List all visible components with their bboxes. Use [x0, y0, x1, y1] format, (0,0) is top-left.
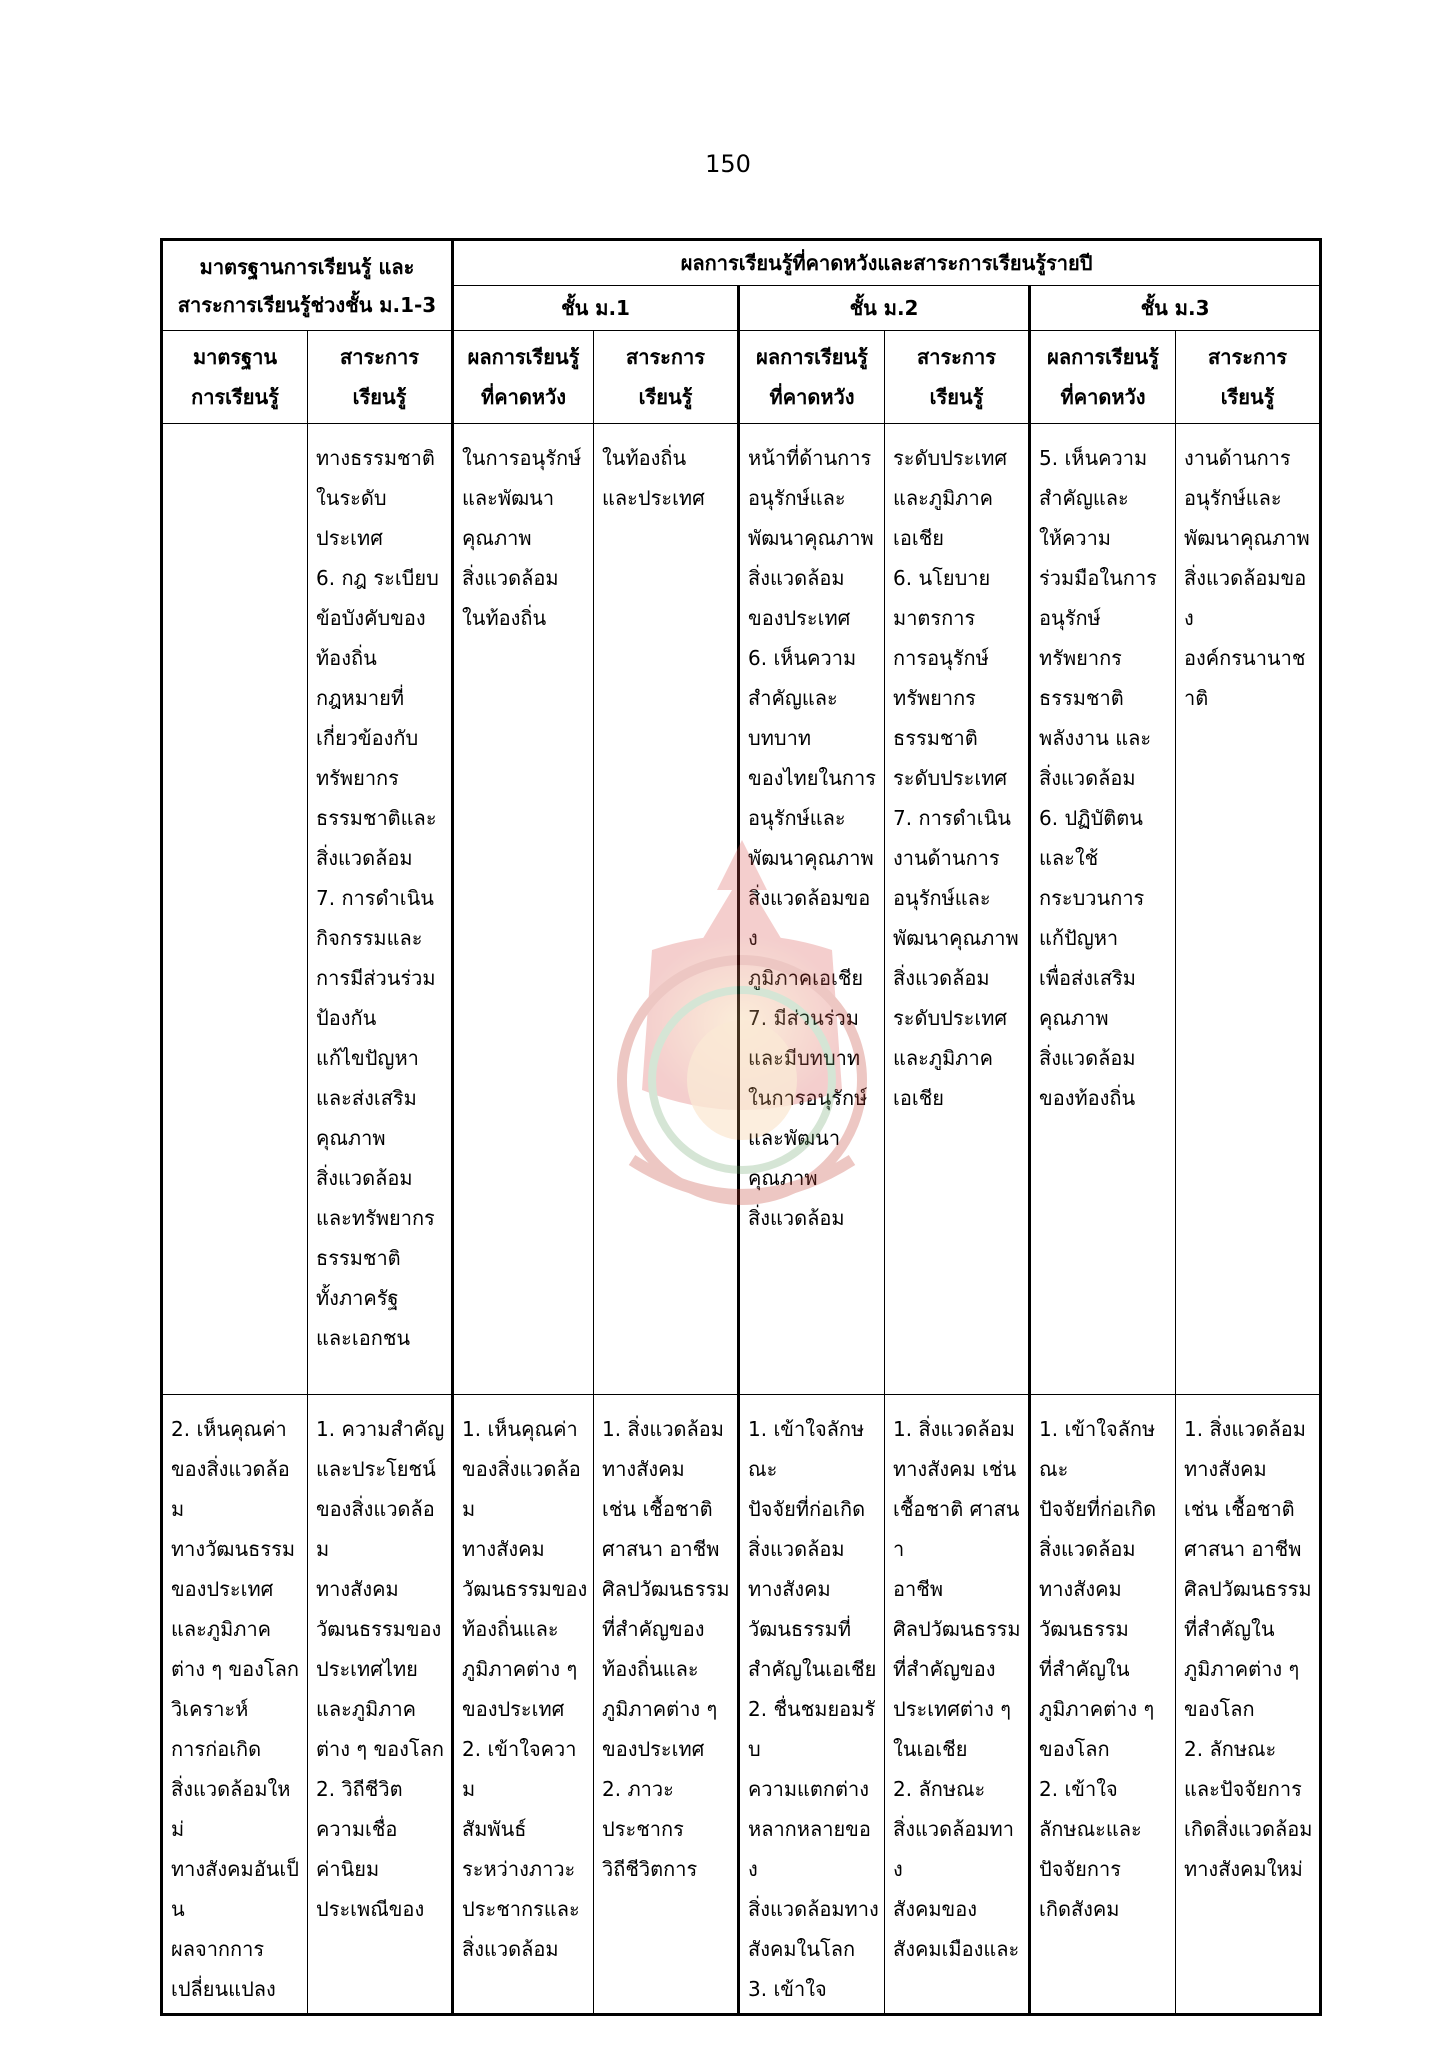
column-header: ผลการเรียนรู้ ที่คาดหวัง [739, 331, 885, 424]
table-cell: 5. เห็นความ สำคัญและ ให้ความ ร่วมมือในการ อนุรักษ์ ทรัพยากร ธรรมชาติ พลังงาน และ สิ่งแวดล้อม 6. ปฏิบัติตน และใช้ กระบวนการ แก้ปัญหา เพื่อส่งเสริม คุณภาพ สิ่งแวดล้อม ของท้องถิ่น [1030, 424, 1176, 1395]
table-cell: 1. สิ่งแวดล้อม ทางสังคม เช่น เชื้อชาติ ศาสนา อาชีพ ศิลปวัฒนธรรม ที่สำคัญของ ประเทศต่าง ๆ ในเอเชีย 2. ลักษณะ สิ่งแวดล้อมทาง สังคมของ สังคมเมืองและ [885, 1395, 1030, 2015]
page-number: 150 [705, 150, 751, 178]
table-cell: 1. ความสำคัญ และประโยชน์ ของสิ่งแวดล้อม ทางสังคม วัฒนธรรมของ ประเทศไทย และภูมิภาค ต่าง ๆ ของโลก 2. วิถีชีวิต ความเชื่อ ค่านิยม ประเพณีของ [308, 1395, 453, 2015]
table-cell: หน้าที่ด้านการ อนุรักษ์และ พัฒนาคุณภาพ สิ่งแวดล้อม ของประเทศ 6. เห็นความ สำคัญและ บทบาท ของไทยในการ อนุรักษ์และ พัฒนาคุณภาพ สิ่งแวดล้อมของ ภูมิภาคเอเชีย 7. มีส่วนร่วม และมีบทบาท ในการอนุรักษ์ และพัฒนา คุณภาพ สิ่งแวดล้อม [739, 424, 885, 1395]
table-cell: 1. สิ่งแวดล้อม ทางสังคม เช่น เชื้อชาติ ศาสนา อาชีพ ศิลปวัฒนธรรม ที่สำคัญใน ภูมิภาคต่าง ๆ ของโลก 2. ลักษณะ และปัจจัยการ เกิดสิ่งแวดล้อม ทางสังคมใหม่ [1176, 1395, 1321, 2015]
table-cell: 1. เห็นคุณค่า ของสิ่งแวดล้อม ทางสังคม วัฒนธรรมของ ท้องถิ่นและ ภูมิภาคต่าง ๆ ของประเทศ 2. เข้าใจความ สัมพันธ์ ระหว่างภาวะ ประชากรและ สิ่งแวดล้อม [453, 1395, 594, 2015]
table-cell: ทางธรรมชาติ ในระดับ ประเทศ 6. กฎ ระเบียบ ข้อบังคับของ ท้องถิ่น กฎหมายที่ เกี่ยวข้องกับ ทรัพยากร ธรรมชาติและ สิ่งแวดล้อม 7. การดำเนิน กิจกรรมและ การมีส่วนร่วม ป้องกัน แก้ไขปัญหา และส่งเสริม คุณภาพ สิ่งแวดล้อม และทรัพยากร ธรรมชาติ ทั้งภาครัฐ และเอกชน [308, 424, 453, 1395]
table-cell: ในการอนุรักษ์ และพัฒนา คุณภาพ สิ่งแวดล้อม ในท้องถิ่น [453, 424, 594, 1395]
table-row [162, 424, 1321, 1395]
column-header: สาระการ เรียนรู้ [594, 331, 739, 424]
table-cell: 2. เห็นคุณค่า ของสิ่งแวดล้อม ทางวัฒนธรรม ของประเทศ และภูมิภาค ต่าง ๆ ของโลก วิเคราะห์ การก่อเกิด สิ่งแวดล้อมใหม่ ทางสังคมอันเป็น ผลจากการ เปลี่ยนแปลง [162, 1395, 308, 2015]
curriculum-table-container [160, 238, 1313, 2001]
table-cell: ระดับประเทศ และภูมิภาค เอเชีย 6. นโยบาย มาตรการ การอนุรักษ์ ทรัพยากร ธรรมชาติ ระดับประเทศ 7. การดำเนิน งานด้านการ อนุรักษ์และ พัฒนาคุณภาพ สิ่งแวดล้อม ระดับประเทศ และภูมิภาค เอเชีย [885, 424, 1030, 1395]
table-cell [162, 424, 308, 1395]
column-header: มาตรฐาน การเรียนรู้ [162, 331, 308, 424]
table-cell: งานด้านการ อนุรักษ์และ พัฒนาคุณภาพ สิ่งแวดล้อมของ องค์กรนานาชาติ [1176, 424, 1321, 1395]
grade-header-m3: ชั้น ม.3 [1030, 286, 1321, 331]
grade-header-m2: ชั้น ม.2 [739, 286, 1030, 331]
table-row [162, 1395, 1321, 2015]
column-header: ผลการเรียนรู้ ที่คาดหวัง [1030, 331, 1176, 424]
column-header: ผลการเรียนรู้ ที่คาดหวัง [453, 331, 594, 424]
grade-header-m1: ชั้น ม.1 [453, 286, 739, 331]
column-header: สาระการ เรียนรู้ [308, 331, 453, 424]
table-cell: 1. สิ่งแวดล้อม ทางสังคม เช่น เชื้อชาติ ศาสนา อาชีพ ศิลปวัฒนธรรม ที่สำคัญของ ท้องถิ่นและ ภูมิภาคต่าง ๆ ของประเทศ 2. ภาวะ ประชากร วิถีชีวิตการ [594, 1395, 739, 2015]
column-header: สาระการ เรียนรู้ [885, 331, 1030, 424]
curriculum-table [160, 238, 1322, 2016]
table-cell: 1. เข้าใจลักษณะ ปัจจัยที่ก่อเกิด สิ่งแวดล้อม ทางสังคม วัฒนธรรมที่ สำคัญในเอเชีย 2. ชื่นชมยอมรับ ความแตกต่าง หลากหลายของ สิ่งแวดล้อมทาง สังคมในโลก 3. เข้าใจ [739, 1395, 885, 2015]
table-cell: 1. เข้าใจลักษณะ ปัจจัยที่ก่อเกิด สิ่งแวดล้อม ทางสังคม วัฒนธรรม ที่สำคัญใน ภูมิภาคต่าง ๆ ของโลก 2. เข้าใจ ลักษณะและ ปัจจัยการ เกิดสังคม [1030, 1395, 1176, 2015]
standards-group-header: มาตรฐานการเรียนรู้ และ สาระการเรียนรู้ช่วงชั้น ม.1-3 [162, 240, 453, 331]
table-cell: ในท้องถิ่น และประเทศ [594, 424, 739, 1395]
column-header: สาระการ เรียนรู้ [1176, 331, 1321, 424]
outcomes-group-header: ผลการเรียนรู้ที่คาดหวังและสาระการเรียนรู้รายปี [453, 240, 1321, 286]
